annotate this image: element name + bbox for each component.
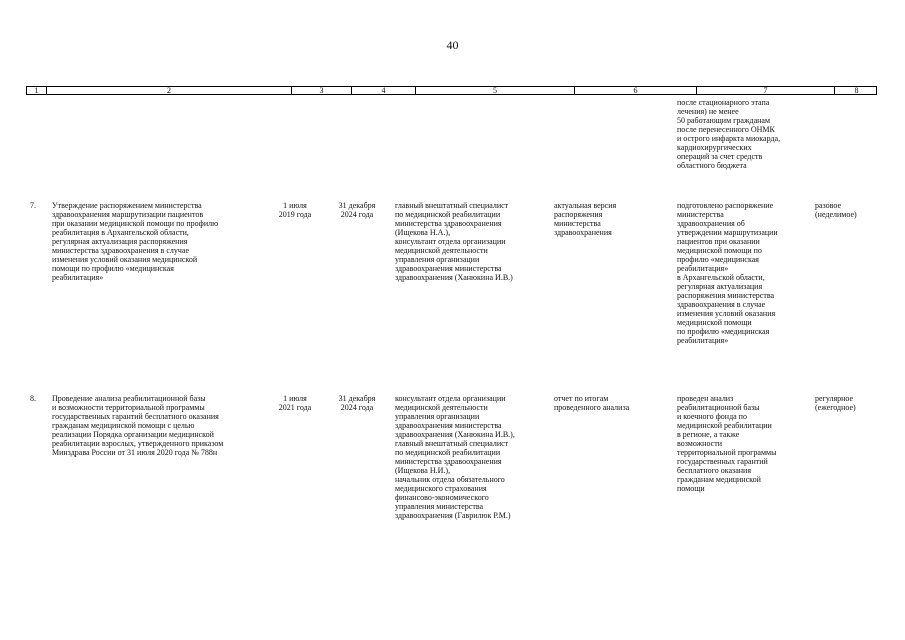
continuation-text: после стационарного этапа лечения) не менее 50 работающим гражданам после перенесенного ОНМК и острого инфаркта миокарда, кардиохирургических операций за счет средств областного бюджета — [677, 98, 781, 170]
header-col-7: 7 — [697, 86, 835, 95]
header-col-6: 6 — [575, 86, 697, 95]
event-type: регулярное (ежегодное) — [815, 394, 856, 412]
header-col-3: 3 — [292, 86, 352, 95]
table-header-row — [26, 86, 877, 95]
result: актуальная версия распоряжения министерства здравоохранения — [554, 201, 617, 237]
header-col-4: 4 — [352, 86, 416, 95]
header-col-8: 8 — [854, 86, 859, 95]
indicator: подготовлено распоряжение министерства здравоохранения об утверждении маршрутизации пациентов при оказании медицинской помощи по профилю «медицинская реабилитация» в Архангельской области, регулярная актуализация распоряжения министерства здравоохранения в случае изменения условий оказания медицинской помощи по профилю «медицинская реабилитация» — [677, 201, 778, 345]
page-number: 40 — [446, 38, 459, 52]
responsible: главный внештатный специалист по медицинской реабилитации министерства здравоохранения (Ищекова Н.А.), консультант отдела организации медицинской деятельности управления организации здравоохранения министерства здравоохранения (Ханюкина И.В.) — [395, 201, 513, 282]
start-date: 1 июля 2021 года — [278, 394, 312, 412]
start-date: 1 июля 2019 года — [278, 201, 312, 219]
end-date: 31 декабря 2024 года — [338, 394, 376, 412]
result: отчет по итогам проведенного анализа — [554, 394, 630, 412]
header-col-5: 5 — [416, 86, 575, 95]
task-description: Утверждение распоряжением министерства здравоохранения маршрутизации пациентов при оказании медицинской помощи по профилю реабилитация в Архангельской области, регулярная актуализация распоряжения министерства здравоохранения в случае изменения условий оказания медицинской помощи по профилю «медицинская реабилитация» — [52, 201, 219, 282]
header-col-1: 1 — [27, 86, 47, 95]
header-col-2: 2 — [47, 86, 292, 95]
indicator: проведен анализ реабилитационной базы и коечного фонда по медицинской реабилитации в регионе, а также возможности территориальной программы государственных гарантий бесплатного оказания гражданам медицинской помощи — [677, 394, 777, 493]
task-description: Проведение анализа реабилитационной базы и возможности территориальной программы государственных гарантий бесплатного оказания гражданам медицинской помощи с целью реализации Порядка организации медицинской реабилитации взрослых, утвержденного приказом Минздрава России от 31 июля 2020 года № 788н — [52, 394, 224, 457]
row-number: 8. — [30, 394, 36, 403]
event-type: разовое (неделимое) — [815, 201, 857, 219]
row-number: 7. — [30, 201, 36, 210]
end-date: 31 декабря 2024 года — [338, 201, 376, 219]
responsible: консультант отдела организации медицинской деятельности управления организации здравоохранения министерства здравоохранения (Ханюкина И.В.), главный внештатный специалист по медицинской реабилитации министерства здравоохранения (Ищекова Н.И.), начальник отдела обязательного медицинского страхования финансово-экономического управления министерства здравоохранения (Гаврилюк Р.М.) — [395, 394, 515, 520]
